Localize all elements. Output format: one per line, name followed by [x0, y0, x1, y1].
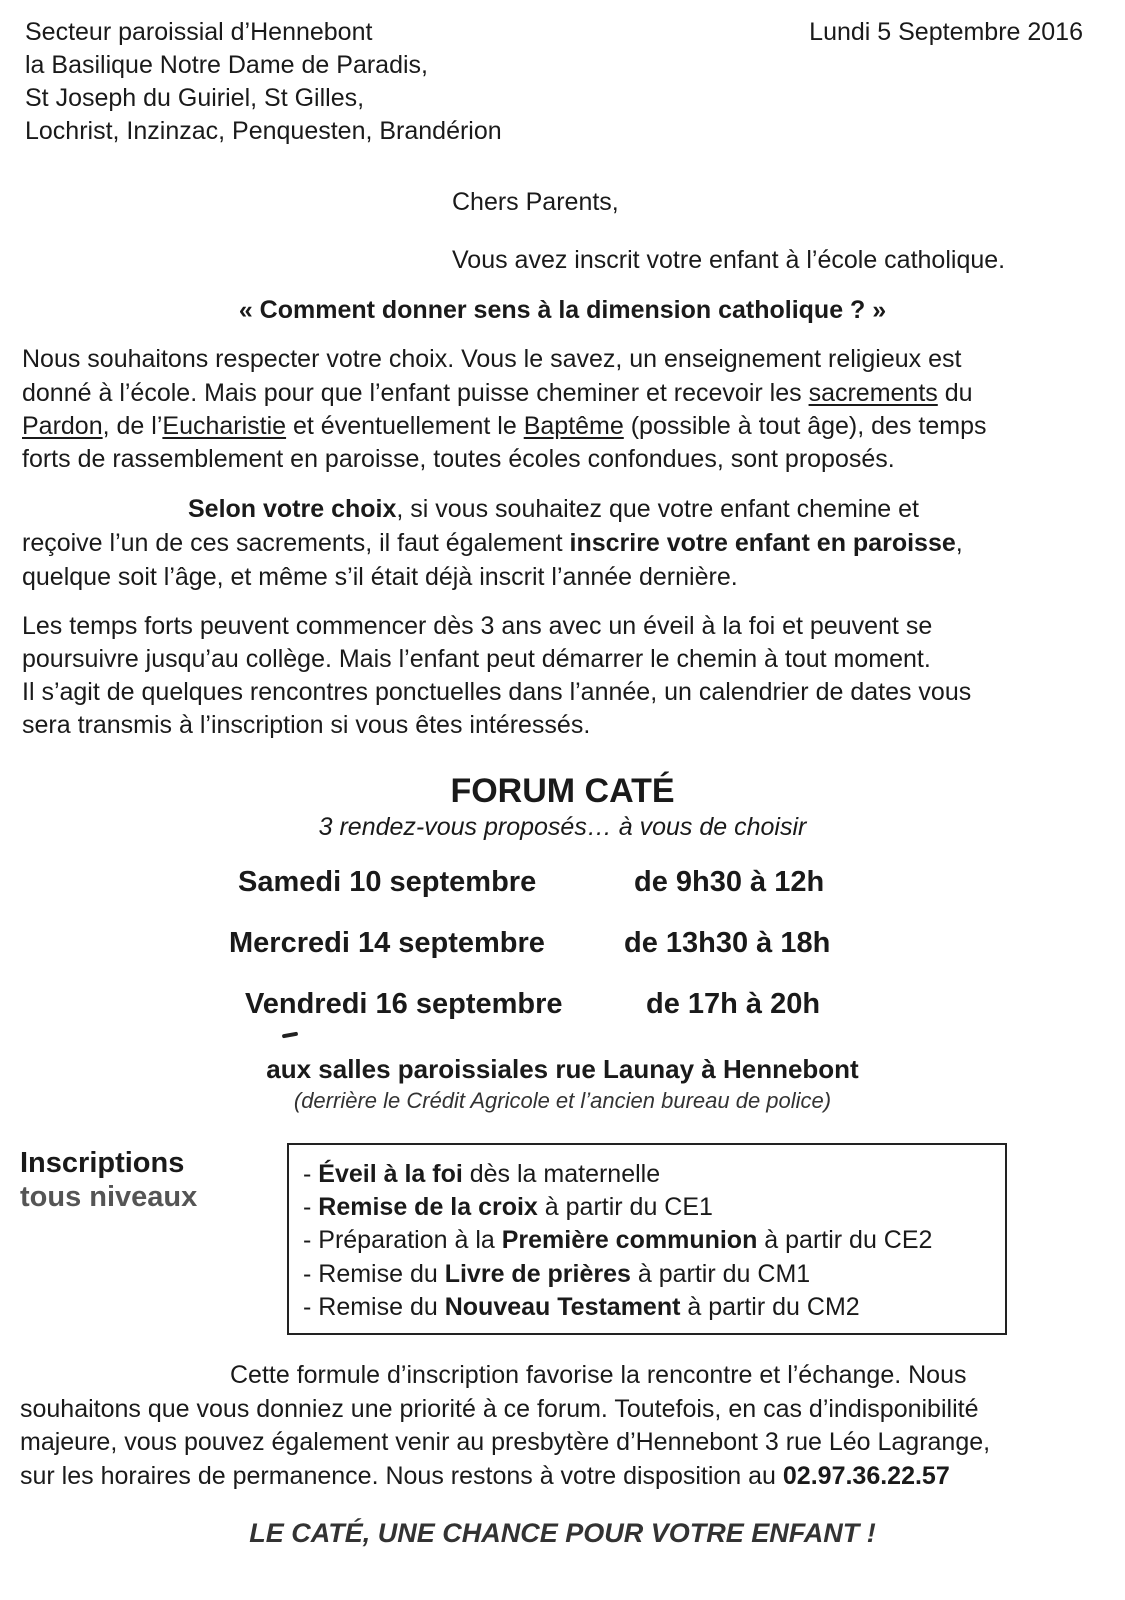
letterhead-line: Secteur paroissial d’Hennebont [25, 18, 373, 46]
forum-date-time: de 13h30 à 18h [624, 927, 831, 959]
inscription-item [303, 1292, 860, 1322]
closing-line: majeure, vous pouvez également venir au presbytère d’Hennebont 3 rue Léo Lagrange, [20, 1428, 991, 1456]
paragraph-1-line: forts de rassemblement en paroisse, toutes écoles confondues, sont proposés. [22, 445, 895, 473]
forum-date-time: de 9h30 à 12h [634, 866, 825, 898]
item-rest: dès la maternelle [462, 1160, 661, 1188]
inscription-item [303, 1192, 713, 1222]
letterhead-line: Lochrist, Inzinzac, Penquesten, Brandérion [25, 117, 502, 145]
item-prefix: - Préparation à la [303, 1226, 502, 1254]
inscriptions-box [287, 1143, 1007, 1335]
forum-title: FORUM CATÉ [450, 772, 675, 810]
text: (possible à tout âge), des temps [623, 412, 987, 440]
inscription-item [303, 1259, 810, 1289]
underlined-term: sacrements [808, 379, 938, 407]
item-bold: Remise de la croix [318, 1193, 538, 1221]
item-rest: à partir du CE1 [537, 1193, 713, 1221]
item-bold: Nouveau Testament [444, 1293, 681, 1321]
item-rest: à partir du CE2 [757, 1226, 933, 1254]
salutation: Chers Parents, [452, 188, 619, 216]
text: reçoive l’un de ces sacrements, il faut également [22, 529, 570, 557]
bold-term: inscrire votre enfant en paroisse [569, 529, 956, 557]
inscription-item [303, 1159, 660, 1189]
item-prefix: - Remise du [303, 1260, 445, 1288]
paragraph-1-line: Nous souhaitons respecter votre choix. Vous le savez, un enseignement religieux est [22, 345, 962, 373]
item-bold: Livre de prières [444, 1260, 631, 1288]
forum-date-day: Mercredi 14 septembre [229, 927, 545, 959]
letterhead-line: la Basilique Notre Dame de Paradis, [25, 51, 428, 79]
underlined-term: Baptême [523, 412, 624, 440]
letter-date: Lundi 5 Septembre 2016 [809, 18, 1083, 46]
text: sur les horaires de permanence. Nous restons à votre disposition au [20, 1462, 783, 1490]
underlined-term: Eucharistie [162, 412, 287, 440]
item-rest: à partir du CM2 [680, 1293, 860, 1321]
paragraph-3-line: Il s’agit de quelques rencontres ponctuelles dans l’année, un calendrier de dates vous [22, 678, 972, 706]
letterhead [25, 16, 502, 148]
paragraph-3-line: Les temps forts peuvent commencer dès 3 ans avec un éveil à la foi et peuvent se [22, 612, 933, 640]
text: , [955, 529, 963, 557]
inscriptions-label-line: Inscriptions [20, 1147, 185, 1179]
paragraph-3-line: poursuivre jusqu’au collège. Mais l’enfant peut démarrer le chemin à tout moment. [22, 645, 931, 673]
underlined-term: Pardon [22, 412, 103, 440]
item-prefix: - [303, 1193, 319, 1221]
forum-date-time: de 17h à 20h [646, 988, 821, 1020]
item-bold: Première communion [501, 1226, 758, 1254]
inscriptions-label [20, 1146, 197, 1214]
phone-number: 02.97.36.22.57 [782, 1462, 950, 1490]
bold-term: Selon votre choix [188, 495, 397, 523]
text: donné à l’école. Mais pour que l’enfant puisse cheminer et recevoir les [22, 379, 809, 407]
intro-line: Vous avez inscrit votre enfant à l’école catholique. [452, 246, 1006, 274]
question-heading: « Comment donner sens à la dimension catholique ? » [238, 296, 887, 324]
inscriptions-label-line: tous niveaux [20, 1181, 198, 1213]
forum-date-day: Vendredi 16 septembre [245, 988, 563, 1020]
text: et éventuellement le [286, 412, 524, 440]
item-bold: Éveil à la foi [318, 1160, 463, 1188]
forum-subtitle: 3 rendez-vous proposés… à vous de choisir [318, 813, 807, 841]
item-prefix: - [303, 1160, 319, 1188]
text: du [937, 379, 973, 407]
paragraph-2-line: quelque soit l’âge, et même s’il était déjà inscrit l’année dernière. [22, 563, 738, 591]
paragraph-2-line [22, 528, 1107, 558]
scan-mark [282, 1032, 298, 1039]
slogan: LE CATÉ, UNE CHANCE POUR VOTRE ENFANT ! [249, 1518, 876, 1548]
forum-date-day: Samedi 10 septembre [238, 866, 537, 898]
closing-line: souhaitons que vous donniez une priorité à ce forum. Toutefois, en cas d’indisponibilité [20, 1395, 979, 1423]
paragraph-2-line [188, 494, 919, 524]
item-prefix: - Remise du [303, 1293, 445, 1321]
paragraph-1-line [22, 378, 1107, 408]
text: , si vous souhaitez que votre enfant chemine et [396, 495, 919, 523]
paragraph-1-line [22, 411, 1107, 441]
closing-line [20, 1461, 950, 1491]
closing-line: Cette formule d’inscription favorise la rencontre et l’échange. Nous [230, 1361, 967, 1389]
letterhead-line: St Joseph du Guiriel, St Gilles, [25, 84, 365, 112]
item-rest: à partir du CM1 [630, 1260, 811, 1288]
text: , de l’ [102, 412, 163, 440]
forum-venue: aux salles paroissiales rue Launay à Hennebont [266, 1054, 859, 1084]
forum-venue-note: (derrière le Crédit Agricole et l’ancien bureau de police) [293, 1088, 832, 1113]
inscription-item [303, 1225, 932, 1255]
paragraph-3-line: sera transmis à l’inscription si vous êtes intéressés. [22, 711, 591, 739]
